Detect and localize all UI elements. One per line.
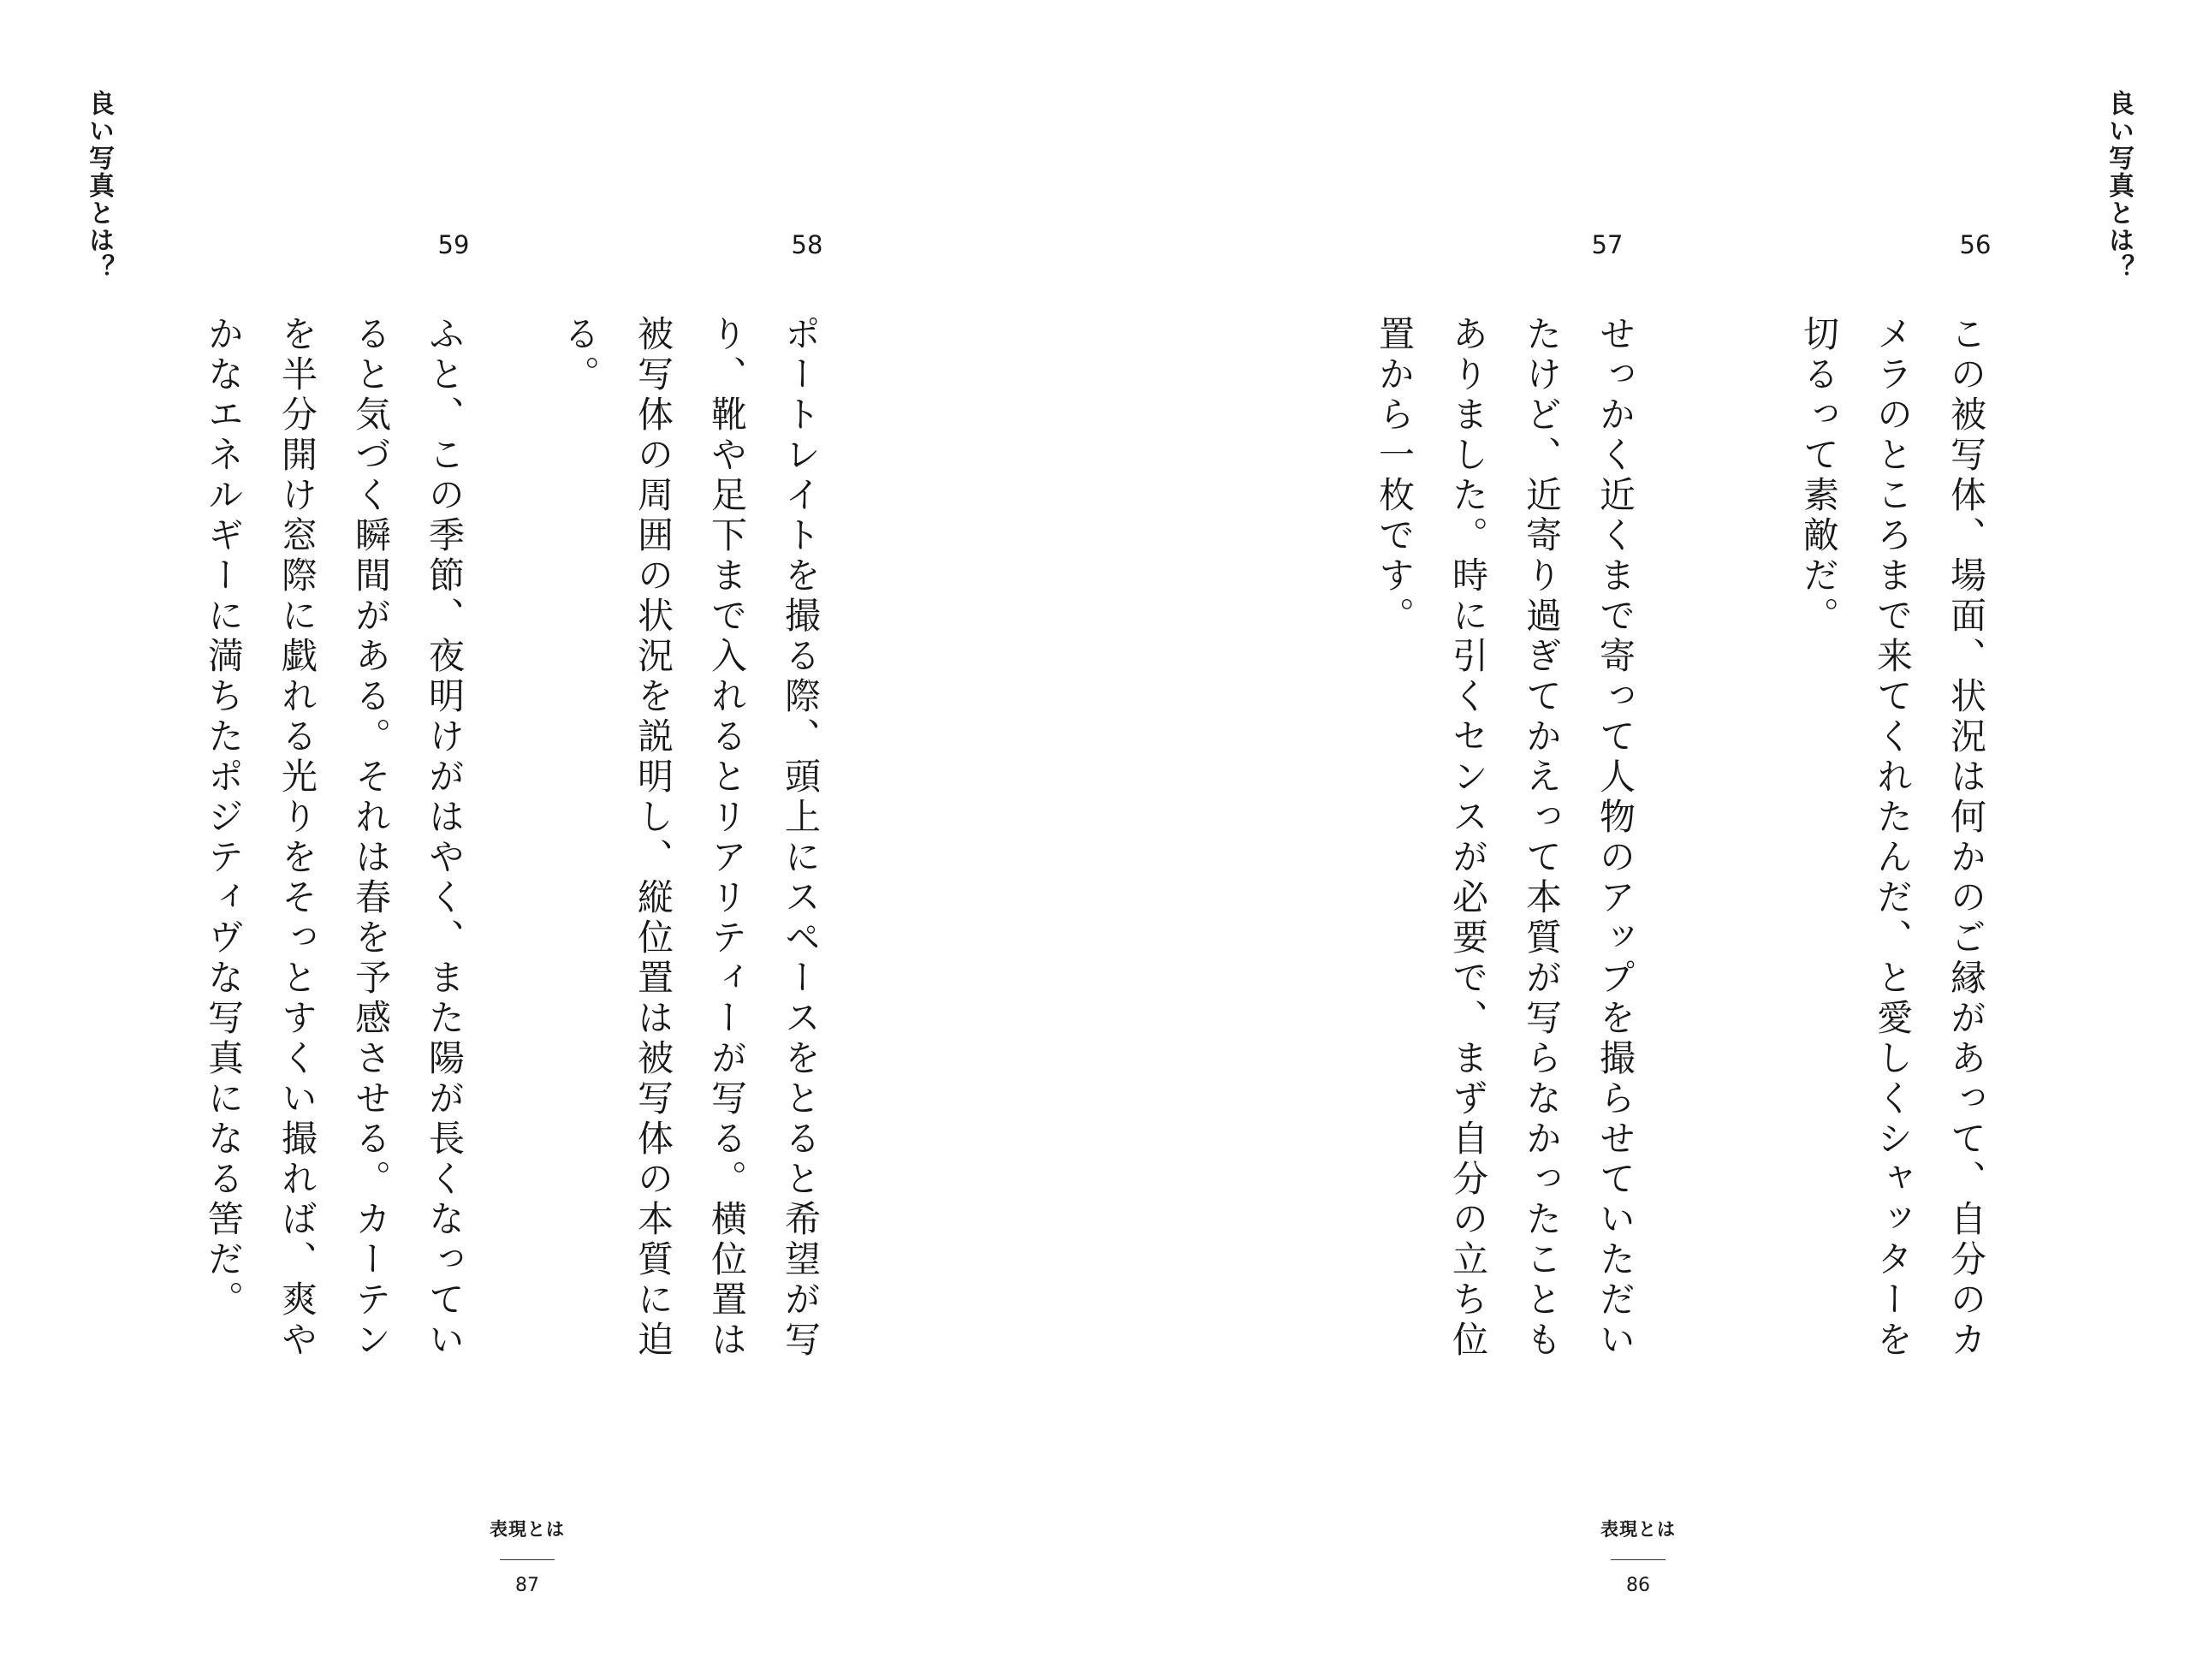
running-head: 良い写真とは？ <box>84 90 114 282</box>
right-page <box>1096 0 2191 1680</box>
entry-text: この被写体、場面、状況は何かのご縁があって、自分のカメラのところまで来てくれたんだ、と愛しくシャッターを切るって素敵だ。 <box>1798 315 1987 1361</box>
entry-text: せっかく近くまで寄って人物のアップを撮らせていただいたけど、近寄り過ぎてかえって本質が写らなかったこともありました。時に引くセンスが必要で、まず自分の立ち位置から一枚です。 <box>1374 315 1636 1361</box>
entry-text: ポートレイトを撮る際、頭上にスペースをとると希望が写り、靴や足下まで入れるとリアリティーが写る。横位置は被写体の周囲の状況を説明し、縦位置は被写体の本質に迫る。 <box>559 315 822 1361</box>
section-title: 表現とは <box>1600 1519 1676 1540</box>
page-number: 86 <box>1626 1575 1650 1596</box>
entry-number: 59 <box>437 230 470 259</box>
section-title: 表現とは <box>490 1519 565 1540</box>
entry-number: 58 <box>791 230 823 259</box>
footer-divider <box>1611 1559 1666 1560</box>
entry-number: 56 <box>1959 230 1992 259</box>
running-head: 良い写真とは？ <box>2104 90 2134 282</box>
entry-text: ふと、この季節、夜明けがはやく、また陽が長くなっていると気づく瞬間がある。それは春を予感させる。カーテンを半分開け窓際に戯れる光りをそっとすくい撮れば、爽やかなエネルギーに満ちたポジティヴな写真になる筈だ。 <box>203 315 466 1361</box>
entry-number: 57 <box>1591 230 1624 259</box>
page-footer <box>1570 1517 1707 1598</box>
footer-divider <box>500 1559 555 1560</box>
page-number: 87 <box>515 1575 539 1596</box>
page-footer <box>459 1517 596 1598</box>
